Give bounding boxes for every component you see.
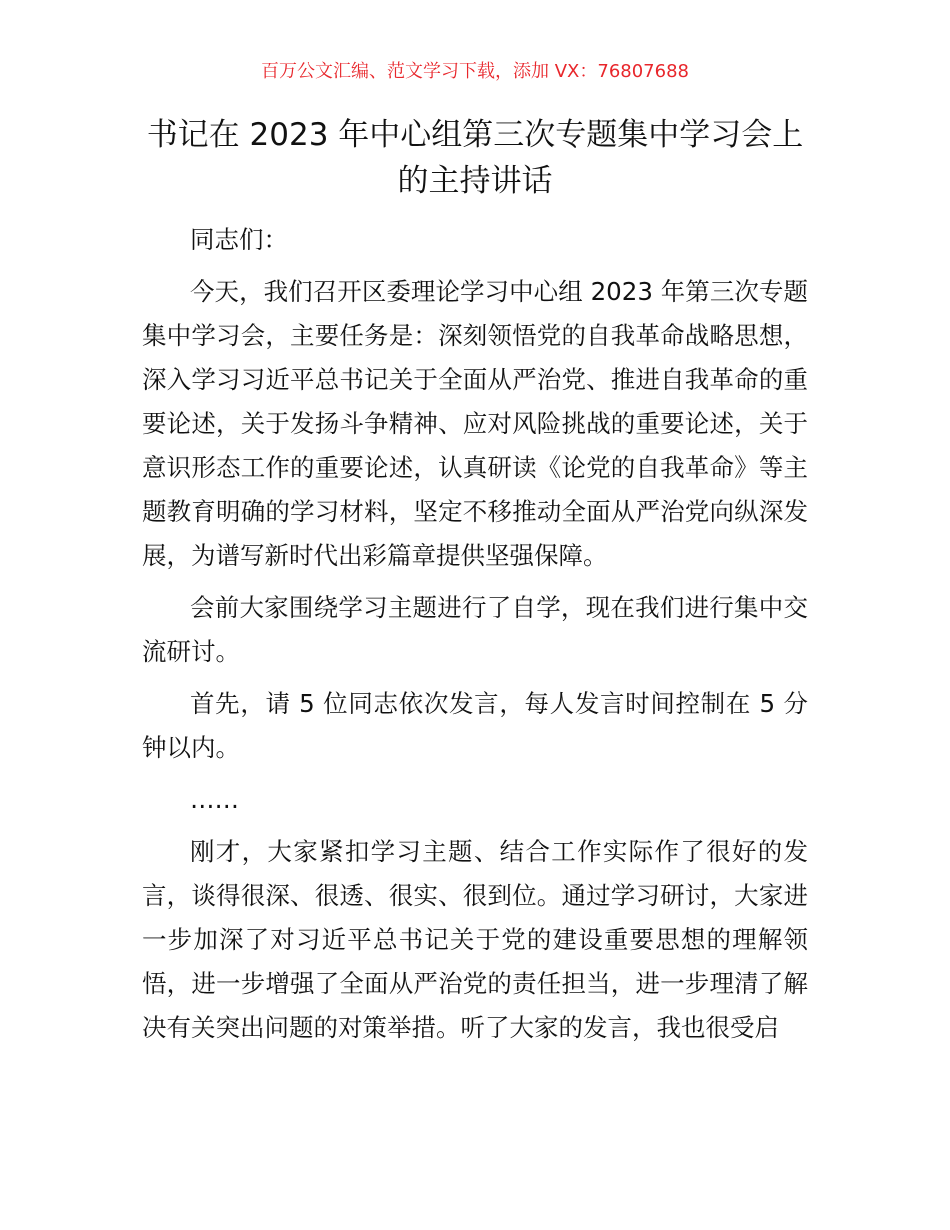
- paragraph-line: 悟，进一步增强了全面从严治党的责任担当，进一步理清了解: [142, 969, 808, 998]
- paragraph: [142, 270, 808, 578]
- paragraph-line: 深入学习习近平总书记关于全面从严治党、推进自我革命的重: [142, 365, 808, 394]
- paragraph-line: 一步加深了对习近平总书记关于党的建设重要思想的理解领: [142, 925, 808, 954]
- paragraph-line: 决有关突出问题的对策举措。听了大家的发言，我也很受启: [142, 1013, 779, 1042]
- paragraph-line: 钟以内。: [142, 733, 240, 762]
- paragraph-line: ……: [190, 785, 239, 814]
- paragraph-line: 集中学习会，主要任务是：深刻领悟党的自我革命战略思想，: [142, 321, 808, 350]
- document-title: [140, 112, 810, 204]
- paragraph-line: 意识形态工作的重要论述，认真研读《论党的自我革命》等主: [142, 453, 808, 482]
- watermark-banner: 百万公文汇编、范文学习下载，添加 VX：76807688: [261, 61, 689, 82]
- paragraph: [142, 682, 808, 770]
- paragraph-line: 会前大家围绕学习主题进行了自学，现在我们进行集中交: [190, 593, 808, 622]
- paragraph-line: 展，为谱写新时代出彩篇章提供坚强保障。: [142, 541, 608, 570]
- paragraph-line: 言，谈得很深、很透、很实、很到位。通过学习研讨，大家进: [142, 881, 808, 910]
- paragraph-line: 首先，请 5 位同志依次发言，每人发言时间控制在 5 分: [190, 689, 808, 718]
- paragraph-line: 今天，我们召开区委理论学习中心组 2023 年第三次专题: [190, 277, 808, 306]
- paragraph-line: 刚才，大家紧扣学习主题、结合工作实际作了很好的发: [190, 837, 808, 866]
- title-line: 书记在 2023 年中心组第三次专题集中学习会上: [146, 117, 804, 153]
- paragraph: [142, 830, 808, 1050]
- paragraph-line: 流研讨。: [142, 637, 240, 666]
- paragraph: [142, 586, 808, 674]
- paragraph: [142, 218, 808, 262]
- paragraph-line: 题教育明确的学习材料，坚定不移推动全面从严治党向纵深发: [142, 497, 808, 526]
- paragraph-line: 同志们：: [190, 225, 288, 254]
- paragraph-line: 要论述，关于发扬斗争精神、应对风险挑战的重要论述，关于: [142, 409, 808, 438]
- document-body: [142, 218, 808, 1058]
- title-line: 的主持讲话: [397, 163, 553, 199]
- paragraph: [142, 778, 808, 822]
